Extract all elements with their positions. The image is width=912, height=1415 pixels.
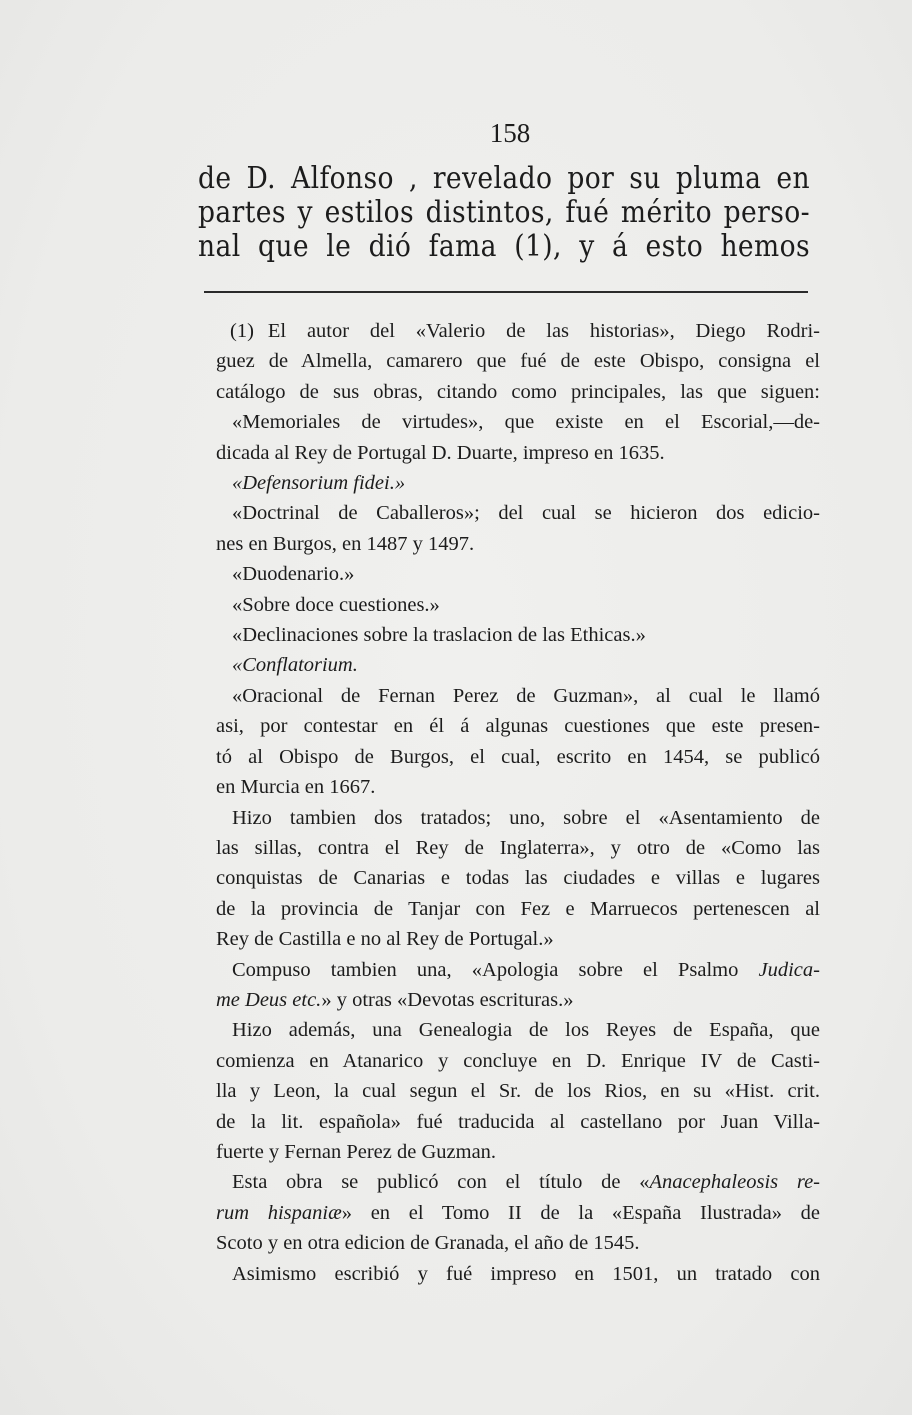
footnote-line bbox=[216, 1198, 820, 1228]
footnote-line: nes en Burgos, en 1487 y 1497. bbox=[216, 532, 475, 555]
main-body-text bbox=[198, 161, 810, 263]
footnote-line: conquistas de Canarias e todas las ciudades e villas e lugares bbox=[216, 867, 820, 890]
footnote-line: Asimismo escribió y fué impreso en 1501, un tratado con bbox=[232, 1262, 820, 1285]
footnote-italic-text: Anacephaleosis re- bbox=[649, 1171, 820, 1194]
footnote-line bbox=[216, 1167, 820, 1197]
footnote-italic-text: Judica- bbox=[758, 958, 820, 981]
footnote bbox=[216, 316, 820, 1289]
footnote-text: » en el Tomo II de la «España Ilustrada» de bbox=[341, 1201, 821, 1224]
footnote-line: «Duodenario.» bbox=[232, 563, 355, 586]
footnote-line: guez de Almella, camarero que fué de este Obispo, consigna el bbox=[216, 350, 820, 373]
footnote-line: «Declinaciones sobre la traslacion de las Ethicas.» bbox=[232, 624, 646, 647]
footnote-line: de la lit. española» fué traducida al castellano por Juan Villa- bbox=[216, 1110, 820, 1133]
footnote-line-italic: «Defensorium fidei.» bbox=[232, 472, 406, 495]
footnote-line: «Memoriales de virtudes», que existe en el Escorial,—de- bbox=[232, 411, 820, 434]
footnote-line: Scoto y en otra edicion de Granada, el año de 1545. bbox=[216, 1232, 640, 1255]
footnote-text: » y otras «Devotas escrituras.» bbox=[321, 988, 574, 1011]
footnote-line: comienza en Atanarico y concluye en D. Enrique IV de Casti- bbox=[216, 1049, 820, 1072]
footnote-text: Esta obra se publicó con el título de « bbox=[232, 1171, 650, 1194]
footnote-line: lla y Leon, la cual segun el Sr. de los Rios, en su «Hist. crit. bbox=[216, 1080, 820, 1103]
body-line-2: partes y estilos distintos, fué mérito perso- bbox=[198, 195, 810, 229]
footnote-italic-text: rum hispaniæ bbox=[216, 1201, 342, 1224]
footnote-marker: (1) bbox=[230, 320, 254, 342]
footnote-line: «Doctrinal de Caballeros»; del cual se hicieron dos edicio- bbox=[232, 502, 820, 525]
footnote-line: «Oracional de Fernan Perez de Guzman», al cual le llamó bbox=[232, 684, 820, 707]
footnote-line-italic: «Conflatorium. bbox=[232, 654, 358, 677]
footnote-text: Compuso tambien una, «Apologia sobre el Psalmo bbox=[232, 958, 759, 981]
footnote-separator-rule bbox=[204, 291, 808, 293]
footnote-line: dicada al Rey de Portugal D. Duarte, impreso en 1635. bbox=[216, 441, 665, 464]
body-line-1: de D. Alfonso , revelado por su pluma en bbox=[198, 161, 810, 195]
footnote-line: Hizo tambien dos tratados; uno, sobre el «Asentamiento de bbox=[232, 806, 820, 829]
footnote-line bbox=[216, 316, 820, 346]
footnote-line: Rey de Castilla e no al Rey de Portugal.» bbox=[216, 928, 554, 951]
footnote-line: en Murcia en 1667. bbox=[216, 776, 376, 799]
footnote-line: Hizo además, una Genealogia de los Reyes de España, que bbox=[232, 1019, 820, 1042]
footnote-line: de la provincia de Tanjar con Fez e Marruecos pertenescen al bbox=[216, 897, 820, 920]
footnote-italic-text: me Deus etc. bbox=[216, 988, 322, 1011]
page-number: 158 bbox=[489, 118, 531, 148]
footnote-line bbox=[216, 985, 820, 1015]
footnote-text: El autor del «Valerio de las historias», Diego Rodri- bbox=[267, 320, 820, 342]
footnote-line: asi, por contestar en él á algunas cuestiones que este presen- bbox=[216, 715, 820, 738]
footnote-line: fuerte y Fernan Perez de Guzman. bbox=[216, 1140, 497, 1163]
footnote-line: tó al Obispo de Burgos, el cual, escrito en 1454, se publicó bbox=[216, 745, 820, 768]
footnote-line: las sillas, contra el Rey de Inglaterra», y otro de «Como las bbox=[216, 836, 820, 859]
footnote-line: «Sobre doce cuestiones.» bbox=[232, 593, 440, 616]
footnote-line bbox=[216, 955, 820, 985]
footnote-line: catálogo de sus obras, citando como principales, las que siguen: bbox=[216, 380, 820, 403]
body-line-3: nal que le dió fama (1), y á esto hemos bbox=[198, 229, 810, 263]
